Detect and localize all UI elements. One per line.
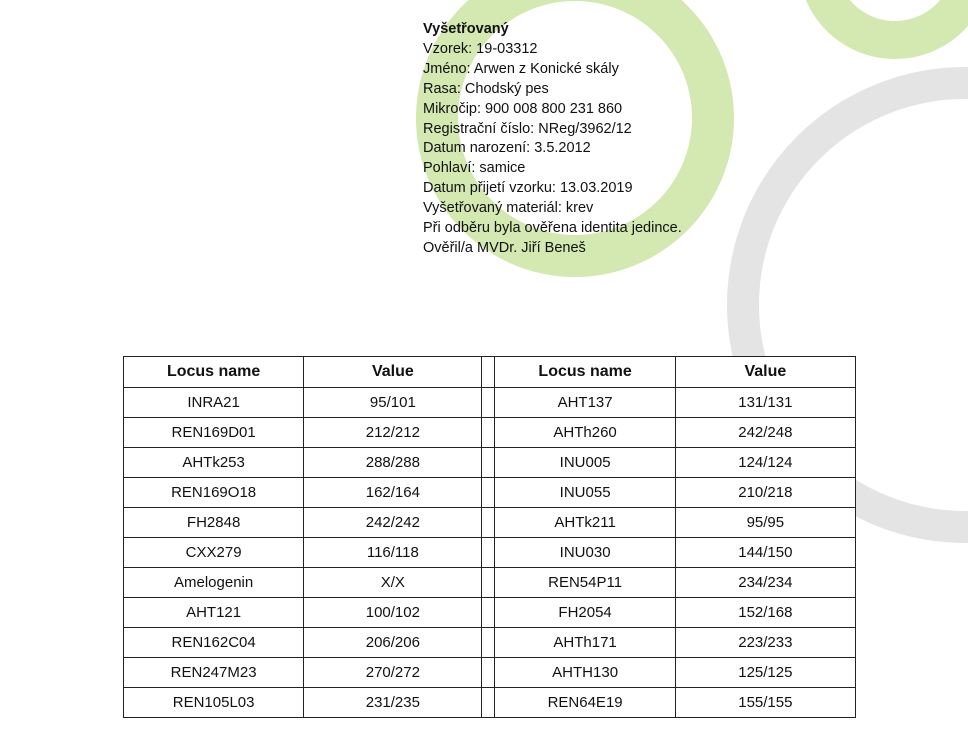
locus-cell: AHT121 xyxy=(124,598,304,628)
table-body xyxy=(124,388,856,718)
locus-cell: INU005 xyxy=(495,448,675,478)
subject-sample: Vzorek: 19-03312 xyxy=(423,40,538,57)
column-gap xyxy=(482,508,495,538)
table-row xyxy=(124,418,856,448)
locus-cell: Amelogenin xyxy=(124,568,304,598)
locus-cell: FH2848 xyxy=(124,508,304,538)
locus-cell: AHTh260 xyxy=(495,418,675,448)
value-cell: 144/150 xyxy=(675,538,855,568)
value-cell: 95/101 xyxy=(304,388,482,418)
column-gap xyxy=(482,448,495,478)
value-cell: 124/124 xyxy=(675,448,855,478)
header-locus-right: Locus name xyxy=(495,357,675,388)
value-cell: 270/272 xyxy=(304,658,482,688)
table-row xyxy=(124,598,856,628)
value-cell: 152/168 xyxy=(675,598,855,628)
locus-cell: AHT137 xyxy=(495,388,675,418)
subject-sex: Pohlaví: samice xyxy=(423,160,526,177)
genotype-table-wrap xyxy=(123,356,856,717)
locus-cell: REN169D01 xyxy=(124,418,304,448)
value-cell: 125/125 xyxy=(675,658,855,688)
value-cell: 95/95 xyxy=(675,508,855,538)
value-cell: 212/212 xyxy=(304,418,482,448)
genotype-table xyxy=(123,356,856,718)
subject-verified-by: Ověřil/a MVDr. Jiří Beneš xyxy=(423,239,586,256)
column-gap xyxy=(482,658,495,688)
value-cell: 231/235 xyxy=(304,688,482,718)
header-value-left: Value xyxy=(304,357,482,388)
column-gap xyxy=(482,538,495,568)
value-cell: 155/155 xyxy=(675,688,855,718)
locus-cell: INU030 xyxy=(495,538,675,568)
table-row xyxy=(124,628,856,658)
column-gap xyxy=(482,568,495,598)
value-cell: 162/164 xyxy=(304,478,482,508)
locus-cell: REN105L03 xyxy=(124,688,304,718)
locus-cell: REN64E19 xyxy=(495,688,675,718)
locus-cell: AHTk211 xyxy=(495,508,675,538)
table-row xyxy=(124,658,856,688)
subject-received-date: Datum přijetí vzorku: 13.03.2019 xyxy=(423,180,633,197)
table-row xyxy=(124,508,856,538)
subject-breed: Rasa: Chodský pes xyxy=(423,80,549,97)
column-gap xyxy=(482,418,495,448)
column-gap xyxy=(482,598,495,628)
subject-microchip: Mikročip: 900 008 800 231 860 xyxy=(423,100,623,117)
locus-cell: REN169O18 xyxy=(124,478,304,508)
locus-cell: REN54P11 xyxy=(495,568,675,598)
value-cell: 242/248 xyxy=(675,418,855,448)
value-cell: 223/233 xyxy=(675,628,855,658)
column-gap xyxy=(482,628,495,658)
column-gap xyxy=(482,357,495,388)
table-row xyxy=(124,568,856,598)
table-row xyxy=(124,448,856,478)
locus-cell: INU055 xyxy=(495,478,675,508)
value-cell: 234/234 xyxy=(675,568,855,598)
value-cell: 131/131 xyxy=(675,388,855,418)
value-cell: 242/242 xyxy=(304,508,482,538)
column-gap xyxy=(482,478,495,508)
table-row xyxy=(124,388,856,418)
header-value-right: Value xyxy=(675,357,855,388)
value-cell: 210/218 xyxy=(675,478,855,508)
value-cell: 100/102 xyxy=(304,598,482,628)
subject-birth-date: Datum narození: 3.5.2012 xyxy=(423,140,591,157)
value-cell: 206/206 xyxy=(304,628,482,658)
locus-cell: FH2054 xyxy=(495,598,675,628)
table-row xyxy=(124,688,856,718)
header-locus-left: Locus name xyxy=(124,357,304,388)
value-cell: X/X xyxy=(304,568,482,598)
locus-cell: REN247M23 xyxy=(124,658,304,688)
subject-registration: Registrační číslo: NReg/3962/12 xyxy=(423,120,632,137)
subject-name: Jméno: Arwen z Konické skály xyxy=(423,60,619,77)
table-header-row xyxy=(124,357,856,388)
locus-cell: REN162C04 xyxy=(124,628,304,658)
locus-cell: INRA21 xyxy=(124,388,304,418)
subject-identity-note: Při odběru byla ověřena identita jedince. xyxy=(423,220,682,237)
subject-info xyxy=(423,20,682,259)
table-row xyxy=(124,478,856,508)
locus-cell: CXX279 xyxy=(124,538,304,568)
table-row xyxy=(124,538,856,568)
subject-material: Vyšetřovaný materiál: krev xyxy=(423,200,594,217)
value-cell: 288/288 xyxy=(304,448,482,478)
subject-title: Vyšetřovaný xyxy=(423,21,509,37)
locus-cell: AHTh171 xyxy=(495,628,675,658)
locus-cell: AHTH130 xyxy=(495,658,675,688)
locus-cell: AHTk253 xyxy=(124,448,304,478)
green-ring-small xyxy=(817,0,968,40)
column-gap xyxy=(482,688,495,718)
column-gap xyxy=(482,388,495,418)
value-cell: 116/118 xyxy=(304,538,482,568)
